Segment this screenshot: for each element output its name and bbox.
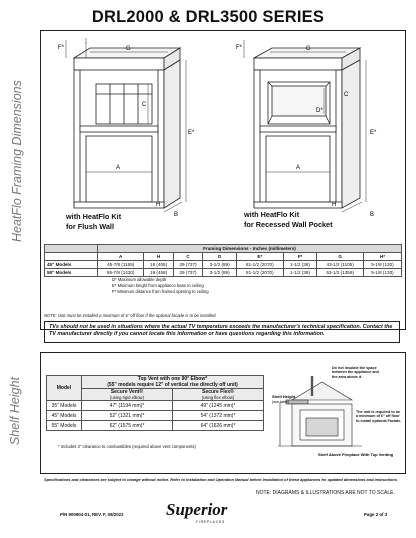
dim-b-label: B (174, 212, 179, 218)
framing-table-col-header: C (173, 253, 202, 261)
shelf-section-label: Shelf Height (8, 376, 22, 446)
shelf-diagram-unit-note: The unit is required to be a minimum of 6" off floor to install optional Facade. (356, 410, 402, 423)
framing-table-cell: 16 (406) (144, 261, 173, 269)
framing-table-cell: 45-7/8 (1165) (98, 261, 144, 269)
framing-table-col-header: H (144, 253, 173, 261)
framing-table-cell: 29 (737) (173, 269, 202, 277)
framing-table-cell: 55-7/8 (1420) (98, 269, 144, 277)
framing-footnotes: D* Maximum allowable depth E* Minimum height from appliance base to ceiling F* Minimum distance from framed opening to ceiling (112, 277, 209, 294)
recessed-wall-caption: with HeatFlo Kit for Recessed Wall Pocket (244, 210, 333, 229)
framing-table-cell: 5-1/8 (130) (363, 269, 401, 277)
framing-table-cell: 29 (737) (173, 261, 202, 269)
framing-table-cell: 1-1/2 (38) (283, 261, 317, 269)
framing-table-col-header: H* (363, 253, 401, 261)
framing-table-col-header: A (98, 253, 144, 261)
part-number: P/N 900904-01, REV. F, 08/2022 (60, 512, 124, 517)
framing-table-col-header: F* (283, 253, 317, 261)
framing-table-cell: 81-1/2 (2070) (237, 269, 283, 277)
table-row: 55" Models 62" (1575 mm)* 64" (1626 mm)* (47, 421, 264, 431)
superior-logo: Superior (166, 500, 228, 519)
scale-note: NOTE: DIAGRAMS & ILLUSTRATIONS ARE NOT TO SCALE. (256, 490, 395, 496)
dim-h-label: H (332, 202, 337, 208)
framing-table-col-header: G (317, 253, 363, 261)
dim-c-label: C (142, 102, 147, 108)
framing-table-cell: 3-1/2 (89) (203, 269, 237, 277)
framing-section-label: HeatFlo Framing Dimensions (10, 80, 24, 242)
shelf-table-group-header: Top Vent with one 90° Elbow* (55" models require 12" of vertical rise directly off unit) (82, 376, 264, 389)
framing-table-cell: 18 (458) (144, 269, 173, 277)
specs-note: Specifications and clearances are subject to change without notice. Refer to Installation and Operation Manual before installation of these appliances for updated dimensions and instructions. (44, 477, 398, 482)
table-row (45, 269, 402, 277)
dim-e-label: E* (188, 130, 195, 136)
shelf-table-model-header: Model (47, 376, 82, 401)
dim-c-label: C (344, 92, 349, 98)
shelf-table-footnote: * Includes 3" clearance to combustibles (required above vent components) (58, 444, 196, 449)
framing-table-cell: 3-1/2 (89) (203, 261, 237, 269)
framing-table-cell: 81-1/2 (2070) (237, 261, 283, 269)
dim-b-label: B (370, 212, 375, 218)
framing-table-col-header: E* (237, 253, 283, 261)
framing-table-title: Framing Dimensions - Inches (millimeters) (98, 245, 402, 253)
dim-f-label: F* (58, 45, 64, 51)
dim-e-label: E* (370, 130, 377, 136)
tv-warning-box: TVs should not be used in situations where the actual TV temperature exceeds the manufacturer's technical specification. Contact the TV manufacturer directly if you cannot locate this information or have questions regarding this information. (44, 321, 400, 343)
page-title: DRL2000 & DRL3500 SERIES (91, 8, 325, 26)
dim-g-label: G (306, 46, 311, 52)
page-number: Page 2 of 3 (364, 512, 388, 517)
shelf-table-secure-vent-header: Secure Vent® (using rigid elbow) (82, 389, 173, 401)
dim-h-label: H (156, 202, 161, 208)
flush-wall-framing-diagram (46, 32, 216, 218)
table-row: 45" Models 52" (1321 mm)* 54" (1372 mm)* (47, 411, 264, 421)
table-row (45, 261, 402, 269)
shelf-height-table (46, 375, 264, 431)
framing-table-model: 55" Models (45, 269, 98, 277)
framing-table-cell: 53-1/2 (1359) (317, 269, 363, 277)
recessed-wall-framing-diagram (220, 32, 400, 218)
dim-a-label: A (296, 165, 301, 171)
shelf-diagram-shelf-height: Shelf Height (272, 394, 296, 399)
framing-dimensions-table (44, 244, 402, 277)
framing-table-cell: 43-1/2 (1105) (317, 261, 363, 269)
framing-table-corner (45, 245, 98, 253)
framing-table-blank (45, 253, 98, 261)
dim-d-label: D* (316, 108, 323, 114)
dim-g-label: G (126, 46, 131, 52)
framing-table-model: 45" Models (45, 261, 98, 269)
framing-table-cell: 5-1/8 (130) (363, 261, 401, 269)
framing-table-col-header: D (203, 253, 237, 261)
superior-logo-sub: FIREPLACES (196, 520, 226, 524)
shelf-diagram-see-table: (see table) (272, 400, 289, 404)
flush-wall-caption: with HeatFlo Kit for Flush Wall (66, 212, 122, 231)
table-row: 35" Models 47" (1194 mm)* 49" (1245 mm)* (47, 401, 264, 411)
framing-table-cell: 1-1/2 (38) (283, 269, 317, 277)
dim-a-label: A (116, 165, 121, 171)
dim-f-label: F* (236, 45, 242, 51)
shelf-diagram-note-top-text: Do not insulate the space between the appliance and the area above it. (332, 366, 384, 379)
facade-note: NOTE: Unit must be installed a minimum of 6" off floor if the optional facade is to be installed. (44, 313, 217, 318)
shelf-table-secure-flex-header: Secure Flex® (using flex elbow) (173, 389, 264, 401)
shelf-diagram-caption: Shelf Above Fireplace With Top Venting (318, 452, 394, 457)
